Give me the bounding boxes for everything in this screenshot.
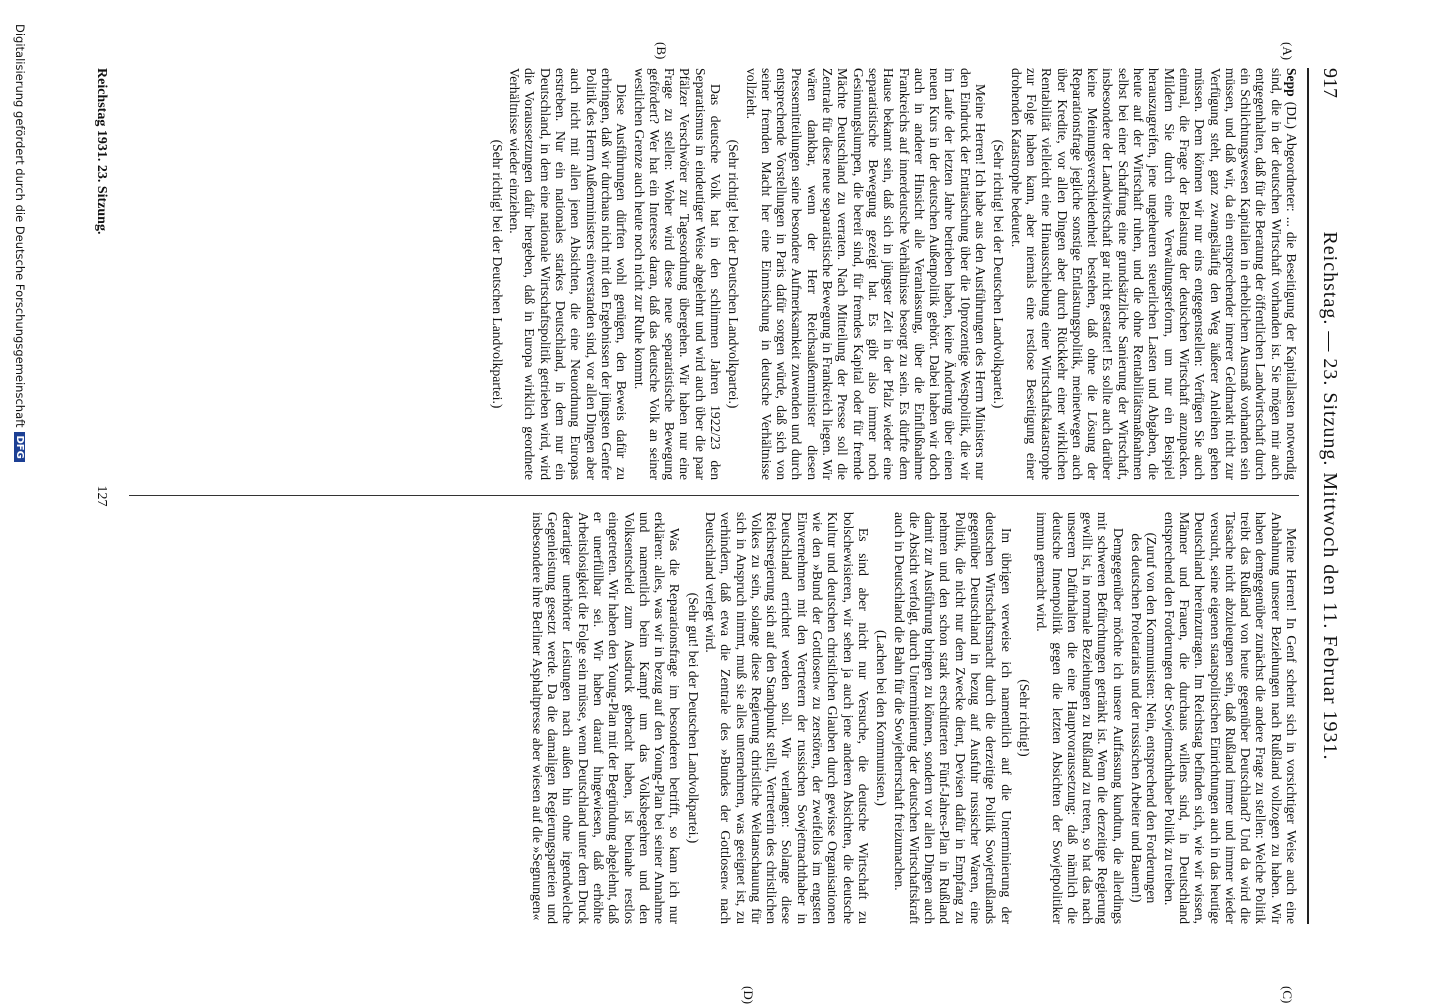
dfg-logo: DFG	[14, 432, 25, 461]
page-content	[81, 42, 1341, 1004]
paragraph: Diese Ausführungen dürften wohl genügen, den Beweis dafür zu erbringen, daß wir durchaus nicht mit den Ergebnissen der jüngsten Genfer Politik des Herrn Außenministers einverstanden sind, vor allen Dingen aber auch nicht mit allen jenen Absichten, die eine Neuordnung Europas erstreben. Nur ein nationales starkes Deutschland, in dem nur ein Deutschland, in dem eine nationale Wirtschaftspolitik getrieben wird, wird die Voraussetzungen dafür hergeben, daß in Europa wirklich geordnete Verhältnisse wieder einziehen.	[507, 68, 630, 480]
interjection: (Sehr richtig! bei der Deutschen Landvolkpartei.)	[991, 139, 1007, 409]
interjection: (Sehr richtig!)	[1016, 679, 1032, 757]
paragraph: Es sind aber nicht nur Versuche, die deutsche Wirtschaft zu bolschewisieren, wir sehen ja auch jene anderen Absichten, die deutsche Kultur und deutschen christlichen Glauben durch gewisse Organisationen wie den »Bund der Gottlosen« zu zerstören, der zweifellos im engsten Einvernehmen mit den Vertretern der russischen Sowjetmachthaber in Deutschland errichtet werden soll. Wir verlangen: Solange diese Reichsregierung sich auf den Standpunkt stellt, Vertreterin des christlichen Volkes zu sein, solange diese Regierung christliche Weltanschauung für sich in Anspruch nimmt, muß sie alles unternehmen, was geeignet ist, zu verhindern, daß etwa die Zentrale des »Bundes der Gottlosen« nach Deutschland verlegt wird.	[703, 512, 871, 924]
right-column	[119, 512, 1299, 924]
interjection: (Sehr gut! bei der Deutschen Landvolkpartei.)	[685, 592, 701, 844]
running-head: Reichstag. — 23. Sitzung. Mittwoch den 11. Februar 1931.	[1319, 231, 1341, 761]
speaker-name: Sepp	[1284, 68, 1299, 97]
margin-letter-c: (C)	[1280, 986, 1295, 1004]
paragraph: Meine Herren! Ich habe aus den Ausführungen des Herrn Ministers nur den Eindruck der Enttäuschung über die 10prozentige Westpolitik, die wir im Laufe der letzten Jahre betrieben haben, keine Änderung über einen neuen Kurs in der deutschen Außenpolitik gehört. Dabei haben wir doch auch in anderer Hinsicht alle Veranlassung, über die Einflußnahme Frankreichs auf innerdeutsche Verhältnisse besorgt zu sein. Es dürfte dem Hause bekannt sein, daß sich in jüngster Zeit in der Pfalz wieder eine separatistische Bewegung gezeigt hat. Es gibt also immer noch Gesinnungslumpen, die bereit sind, für fremdes Kapital oder für fremde Mächte Deutschland zu verraten. Nach Mitteilung der Presse soll die Zentrale für diese neue separatistische Bewegung in Frankreich liegen. Wir wären dankbar, wenn der Herr Reichsaußenminister diesen Pressemitteilungen seine besondere Aufmerksamkeit zuwenden und durch entsprechende Vorstellungen in Paris dafür sorgen würde, daß sich von seiner fremden Macht her eine Einmischung in deutsche Verhältnisse vollzieht.	[743, 68, 989, 480]
page-number: 917	[1319, 68, 1341, 98]
footer-session: Reichstag 1931. 23. Sitzung.	[94, 68, 109, 235]
paragraph: Meine Herren! In Genf scheint sich in vorsichtiger Weise auch eine Anbahnung unserer Beziehungen nach Rußland vollzogen zu haben. Wir haben demgegenüber zunächst die andere Frage zu stellen: Welche Politik treibt das Rußland von heute gegenüber Deutschland? Und da wird die Tatsache nicht abzuleugnen sein, daß Rußland immer und immer wieder versucht, seine eigenen staatspolitischen Einrichtungen auch in das heutige Deutschland hereinzutragen. Im Reichstag befinden sich, wie wir wissen, Männer und Frauen, die durchaus willens sind, in Deutschland entsprechend den Forderungen der Sowjetmachthaber Politik zu treiben.	[1161, 512, 1299, 924]
interjection: (Zuruf von den Kommunisten: Nein, entsprechend den Forderungen des deutschen Proletariats und der russischen Arbeiter und Bauern!)	[1129, 532, 1160, 904]
digitization-credit	[13, 24, 27, 462]
paragraph	[1008, 68, 1299, 480]
column-divider	[129, 495, 1299, 496]
page-footer	[87, 68, 109, 924]
paragraph-text: (DL) Abgeordneter: ... die Beseitigung der Kapitallasten notwendig sind, die in der deutschen Wirtschaft vorhanden ist. Sie mögen mir auch entgegenhalten, daß für die Beratung der öffentlichen Landwirtschaft durch ein Schlichtungswesen Kapitalien in erheblichem Ausmaß vorhanden sein müssen, und daß wir, da ein entsprechender innerer Geldmarkt nicht zur Verfügung steht, ganz zwangsläufig den Weg äußerer Anleihen gehen müssen. Dem können wir nur eins entgegenstellen: Verfügen Sie auch einmal, die Frage der Belastung der deutschen Wirtschaft anzupacken. Mildern Sie durch eine Verwaltungsreform, um nur ein Beispiel herauszugreifen, jene ungeheuren steuerlichen Lasten und Abgaben, die heute auf der Wirtschaft ruhen, und die ohne Rentabilitätsmaßnahmen selbst bei einer Schaffung eine grundsätzliche Sanierung der Wirtschaft, insbesondere der Landwirtschaft gar nicht gestattet! Es sollte auch darüber keine Meinungsverschiedenheit bestehen, daß ohne die Lösung der Reparationsfrage jegliche sonstige Entlastungspolitik, meinetwegen auch über Kredite, vor allen Dingen aber durch Rückkehr einer wirklichen Rentabilität vielleicht eine Hinausschiebung einer Wirtschaftskatastrophe zur Folge haben kann, aber niemals eine restlose Beseitigung einer drohenden Katastrophe bedeutet.	[1008, 68, 1299, 480]
interjection: (Sehr richtig! bei der Deutschen Landvolkpartei.)	[489, 139, 505, 409]
interjection: (Sehr richtig! bei der Deutschen Landvolkpartei.)	[726, 139, 742, 409]
left-column	[119, 68, 1299, 480]
page-header	[1309, 68, 1341, 924]
digitization-credit-text: Digitalisierung gefördert durch die Deutsche Forschungsgemeinschaft	[13, 24, 27, 428]
paragraph: Was die Reparationsfrage im besonderen betrifft, so kann ich nur erklären: alles, was wir in bezug auf den Young-Plan bei seiner Annahme und namentlich beim Kampf um das Volksbegehren und den Volksentscheid zum Ausdruck gebracht haben, ist beinahe restlos eingetreten. Wir haben den Young-Plan mit der Begründung abgelehnt, daß er unerfüllbar sei. Wir haben darauf hingewiesen, daß erhöhte Arbeitslosigkeit die Folge sein müsse, wenn Deutschland unter dem Druck derartiger unerhörter Leistungen nach außen hin ohne irgendwelche Gegenleistung gesetzt werde. Da die damaligen Regierungsparteien und insbesondere ihre Berliner Asphaltpresse aber wiesen auf die »Segnungen«	[529, 512, 683, 924]
margin-letter-b: (B)	[654, 42, 669, 60]
margin-letter-a: (A)	[1280, 42, 1295, 61]
paragraph: Das deutsche Volk hat in den schlimmen Jahren 1922/23 den Separatismus in eindeutiger Weise abgelehnt und wird auch über die paar Pfälzer Verschwörer zur Tagesordnung übergehen. Wir haben nur eine Frage zu stellen: Woher wird diese neue separatistische Bewegung gefördert? Wer hat ein Interesse daran, daß das deutsche Volk an seiner westlichen Grenze auch heute noch nicht zur Ruhe kommt.	[631, 68, 724, 480]
footer-number: 127	[94, 485, 109, 507]
margin-letter-d: (D)	[741, 986, 756, 1004]
header-rule	[1307, 68, 1309, 924]
interjection: (Lachen bei den Kommunisten.)	[874, 630, 890, 806]
paragraph: Demgegenüber möchte ich unsere Auffassung kundtun, die allerdings mit schweren Befürchtungen getränkt ist. Wenn die derzeitige Regierung gewillt ist, in normale Beziehungen zu Rußland zu treten, so hat das nach unserem Dafürhalten die eine Hauptvoraussetzung: daß nämlich die deutsche Innenpolitik gegen die letzten Absichten der Sowjetpolitiker immun gemacht wird.	[1034, 512, 1126, 924]
paragraph: Im übrigen verweise ich namentlich auf die Unterminierung der deutschen Wirtschaftsmacht durch die derzeitige Politik Sowjetrußlands gegenüber Deutschland in bezug auf Ausfuhr russischer Waren, eine Politik, die nicht nur dem Zwecke dient, Devisen dafür in Empfang zu nehmen und den schon stark erschütterten Fünf-Jahres-Plan in Rußland damit zur Ausführung bringen zu können, sondern vor allen Dingen auch die Absicht verfolgt, durch Unterminierung der deutschen Wirtschaftskraft auch in Deutschland die Bahn für die Sowjetherrschaft freizumachen.	[891, 512, 1014, 924]
